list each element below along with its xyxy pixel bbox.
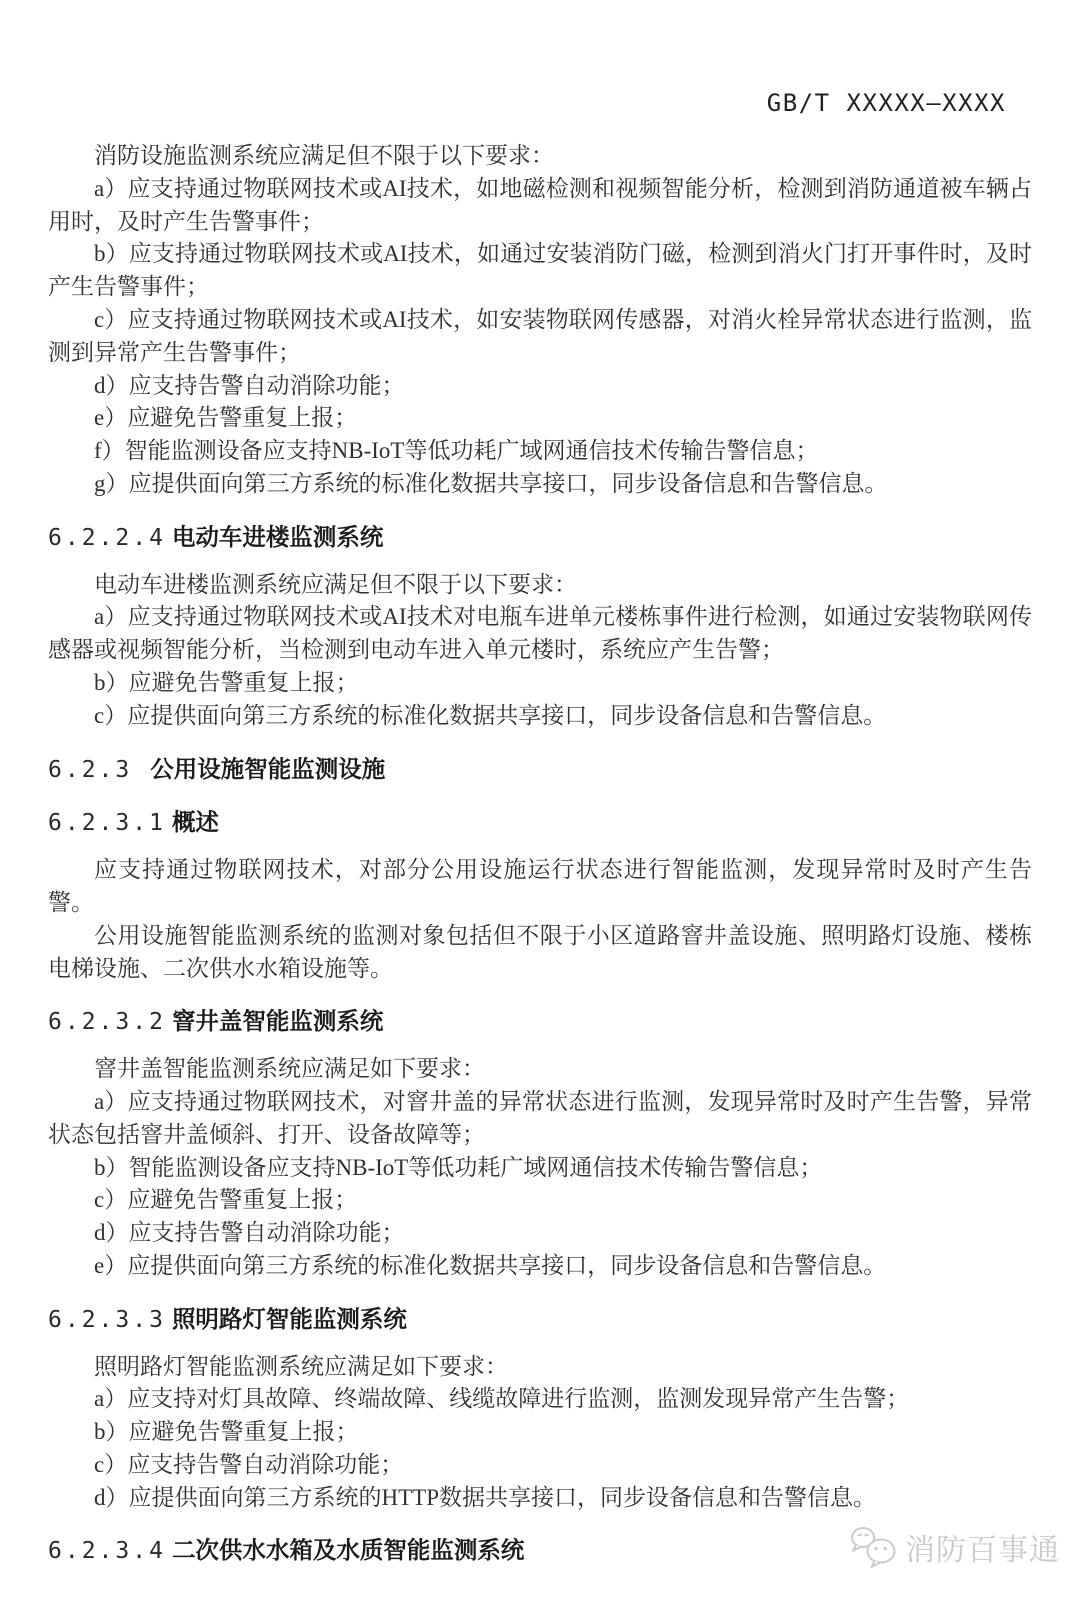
paragraph: 电动车进楼监测系统应满足但不限于以下要求： — [94, 571, 577, 597]
section-title: 二次供水水箱及水质智能监测系统 — [171, 1537, 525, 1564]
list-item: b）智能监测设备应支持NB-IoT等低功耗广域网通信技术传输告警信息； — [94, 1154, 823, 1180]
list-item: c）应提供面向第三方系统的标准化数据共享接口，同步设备信息和告警信息。 — [94, 702, 887, 728]
paragraph: 应支持通过物联网技术，对部分公用设施运行状态进行智能监测，发现异常时及时产生告警。 — [48, 857, 1032, 915]
list-item: d）应支持告警自动消除功能； — [94, 1220, 405, 1246]
list-item: a）应支持通过物联网技术或AI技术，如地磁检测和视频智能分析，检测到消防通道被车辆占用时，及时产生告警事件； — [48, 175, 1032, 234]
list-item: d）应提供面向第三方系统的HTTP数据共享接口，同步设备信息和告警信息。 — [94, 1484, 876, 1510]
list-item: e）应提供面向第三方系统的标准化数据共享接口，同步设备信息和告警信息。 — [94, 1252, 887, 1278]
paragraph: 照明路灯智能监测系统应满足如下要求： — [94, 1353, 508, 1379]
paragraph: 消防设施监测系统应满足但不限于以下要求： — [94, 143, 554, 168]
wechat-logo-icon — [848, 1524, 900, 1570]
list-item: b）应支持通过物联网技术或AI技术，如通过安装消防门磁，检测到消火门打开事件时，及时产生告警事件； — [48, 241, 1032, 300]
section-number: 6.2.2.4 — [48, 524, 166, 551]
section-number: 6.2.3.3 — [48, 1306, 166, 1333]
list-item: c）应支持通过物联网技术或AI技术，如安装物联网传感器，对消火栓异常状态进行监测，监测到异常产生告警事件； — [48, 306, 1032, 365]
list-item: a）应支持通过物联网技术，对窨井盖的异常状态进行监测，发现异常时及时产生告警，异常状态包括窨井盖倾斜、打开、设备故障等； — [48, 1088, 1032, 1147]
section-heading-6-2-2-4 — [48, 521, 1032, 555]
paragraph: 公用设施智能监测系统的监测对象包括但不限于小区道路窨井盖设施、照明路灯设施、楼栋电梯设施、二次供水水箱设施等。 — [48, 922, 1032, 981]
list-item: b）应避免告警重复上报； — [94, 1419, 359, 1445]
list-item: c）应支持告警自动消除功能； — [94, 1451, 404, 1477]
section-number: 6.2.3.2 — [48, 1009, 166, 1036]
section-title: 公用设施智能监测设施 — [150, 755, 386, 782]
section-title: 概述 — [171, 809, 219, 836]
paragraph: 窨井盖智能监测系统应满足如下要求： — [94, 1056, 485, 1082]
watermark — [848, 1524, 1060, 1570]
section-heading-6-2-3-2 — [48, 1005, 1032, 1039]
section-heading-6-2-3-1 — [48, 806, 1032, 840]
section-title: 电动车进楼监测系统 — [171, 523, 384, 550]
section-number: 6.2.3.1 — [48, 810, 166, 837]
list-item: f）智能监测设备应支持NB-IoT等低功耗广域网通信技术传输告警信息； — [94, 438, 819, 464]
section-number: 6.2.3 — [48, 756, 133, 783]
section-heading-6-2-3-3 — [48, 1303, 1032, 1337]
section-heading-6-2-3 — [48, 753, 1032, 787]
list-item: d）应支持告警自动消除功能； — [94, 372, 405, 398]
watermark-label: 消防百事通 — [905, 1534, 1060, 1567]
list-item: c）应避免告警重复上报； — [94, 1187, 358, 1213]
section-title: 照明路灯智能监测系统 — [171, 1305, 407, 1332]
list-item: a）应支持通过物联网技术或AI技术对电瓶车进单元楼栋事件进行检测，如通过安装物联网传感器或视频智能分析，当检测到电动车进入单元楼时，系统应产生告警； — [48, 604, 1032, 663]
document-body — [48, 140, 1032, 1568]
section-number: 6.2.3.4 — [48, 1538, 166, 1565]
list-item: b）应避免告警重复上报； — [94, 669, 359, 695]
list-item: g）应提供面向第三方系统的标准化数据共享接口，同步设备信息和告警信息。 — [94, 470, 888, 496]
list-item: a）应支持对灯具故障、终端故障、线缆故障进行监测，监测发现异常产生告警； — [94, 1386, 910, 1412]
list-item: e）应避免告警重复上报； — [94, 405, 358, 431]
doc-number-header: GB/T XXXXX—XXXX — [766, 89, 1006, 117]
section-title: 窨井盖智能监测系统 — [171, 1008, 384, 1035]
